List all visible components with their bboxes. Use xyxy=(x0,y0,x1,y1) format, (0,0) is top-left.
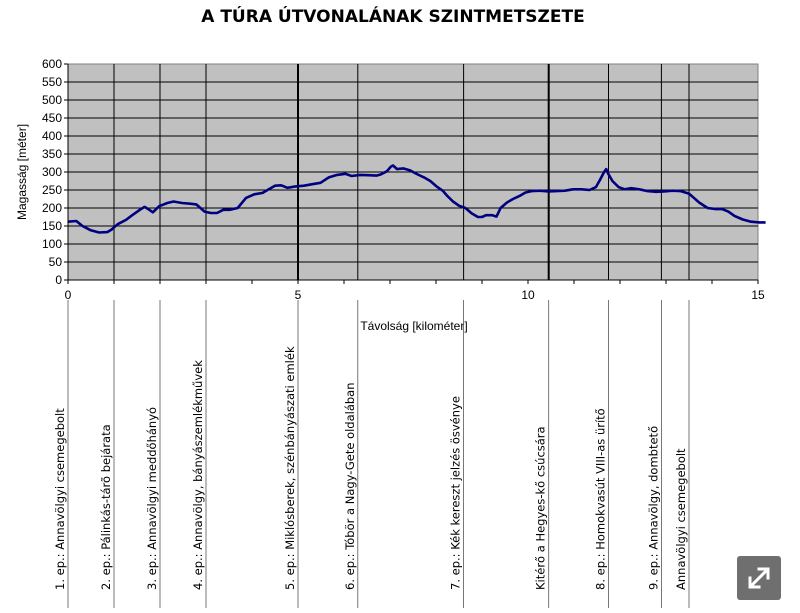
x-tick-label: 0 xyxy=(64,288,72,302)
waypoint-label: 2. ep.: Pálinkás-tárõ bejárata xyxy=(99,424,113,590)
y-tick-label: 600 xyxy=(41,57,62,71)
y-tick-label: 300 xyxy=(41,165,62,179)
waypoint-label: Annavölgyi csemegebolt xyxy=(674,448,688,590)
expand-icon xyxy=(737,556,781,600)
y-tick-label: 150 xyxy=(41,219,62,233)
x-axis-ticks xyxy=(65,280,765,302)
y-tick-label: 0 xyxy=(55,273,62,287)
waypoint-label: Kitérő a Hegyes-kő csúcsára xyxy=(533,426,548,590)
y-tick-label: 100 xyxy=(41,237,62,251)
x-tick-label: 15 xyxy=(751,288,765,302)
waypoint-label: 4. ep.: Annavölgy, bányászemlékművek xyxy=(191,360,205,590)
y-tick-label: 400 xyxy=(41,129,62,143)
waypoint-label: 9. ep.: Annavölgy, dombtető xyxy=(646,425,661,590)
waypoint-label: 1. ep.: Annavölgyi csemegebolt xyxy=(53,408,67,590)
y-tick-label: 250 xyxy=(41,183,62,197)
waypoint-markers xyxy=(53,300,689,608)
x-tick-label: 10 xyxy=(521,288,535,302)
waypoint-label: 6. ep.: Tóbör a Nagy-Gete oldalában xyxy=(342,382,357,590)
x-tick-label: 5 xyxy=(294,288,302,302)
x-axis-label: Távolság [kilométer] xyxy=(360,319,468,333)
chart-title: A TÚRA ÚTVONALÁNAK SZINTMETSZETE xyxy=(201,7,585,27)
y-tick-label: 350 xyxy=(41,147,62,161)
waypoint-label: 8. ep.: Homokvasút VIII-as ürítő xyxy=(593,408,608,590)
y-tick-label: 550 xyxy=(41,75,62,89)
y-tick-label: 50 xyxy=(48,255,62,269)
waypoint-label: 5. ep.: Miklósberek, szénbányászati emlék xyxy=(283,346,297,590)
y-axis-label: Magasság [méter] xyxy=(15,123,29,221)
y-tick-label: 500 xyxy=(41,93,62,107)
waypoint-label: 7. ep.: Kék kereszt jelzés ösvénye xyxy=(448,396,463,590)
waypoint-label: 3. ep.: Annavölgyi meddőhányó xyxy=(145,406,159,590)
y-tick-label: 450 xyxy=(41,111,62,125)
y-tick-label: 200 xyxy=(41,201,62,215)
y-axis-ticks xyxy=(42,57,68,287)
expand-button[interactable] xyxy=(737,556,781,600)
